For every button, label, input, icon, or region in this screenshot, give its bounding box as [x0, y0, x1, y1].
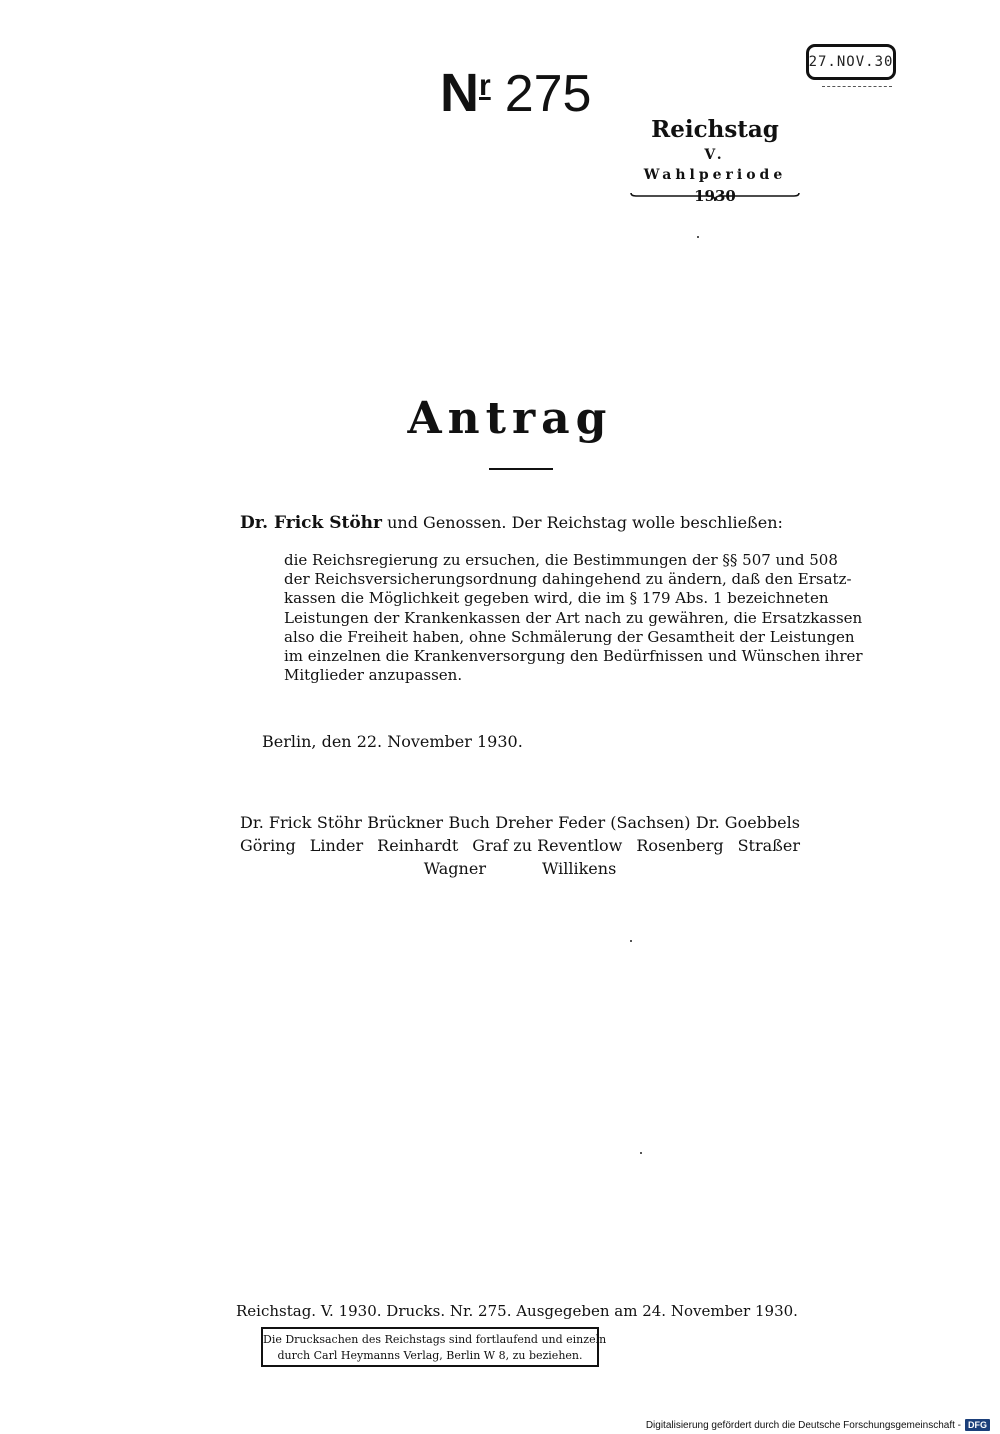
intro-line [240, 513, 783, 533]
intro-text: und Genossen. Der Reichstag wolle beschließen: [387, 513, 783, 532]
document-title: Antrag [407, 393, 613, 444]
signatory-name: Straßer [737, 836, 800, 855]
motion-body [284, 551, 863, 685]
signatory-name: Willikens [541, 859, 617, 878]
print-speck [640, 1152, 642, 1154]
signatory-name: Wagner [423, 859, 486, 878]
stamp-underline [822, 86, 892, 89]
publisher-notice-line: Die Drucksachen des Reichstags sind fortlaufend und einzeln [263, 1333, 607, 1346]
digitization-credit [646, 1419, 990, 1431]
signatory-row [240, 834, 800, 857]
signatory-name: Feder (Sachsen) [558, 813, 691, 832]
document-number [440, 62, 591, 124]
header-bracket [630, 192, 800, 202]
body-line: der Reichsversicherungsordnung dahingehend zu ändern, daß den Ersatz- [284, 570, 852, 589]
body-line: im einzelnen die Krankenversorgung den Bedürfnissen und Wünschen ihrer [284, 647, 863, 666]
document-number-value: 275 [504, 65, 592, 123]
signatory-row [240, 857, 800, 880]
signatory-name: Buch [448, 813, 490, 832]
number-sign [440, 62, 491, 124]
publisher-notice-box [261, 1327, 607, 1367]
signatory-name: Stöhr [316, 813, 362, 832]
signatory-row [240, 811, 800, 834]
title-rule [489, 468, 553, 470]
body-line: also die Freiheit haben, ohne Schmälerung der Gesamtheit der Leistungen [284, 627, 855, 646]
print-speck [630, 940, 632, 942]
lead-signatories: Dr. Frick Stöhr [240, 513, 382, 533]
body-line: Leistungen der Krankenkassen der Art nach zu gewähren, die Ersatzkassen [284, 608, 863, 627]
electoral-period: V. Wahlperiode [643, 147, 787, 183]
credit-text: Digitalisierung gefördert durch die Deutsche Forschungsgemeinschaft - [645, 1419, 961, 1431]
signatory-name: Dr. Frick [240, 813, 312, 832]
date-stamp [806, 44, 896, 80]
body-line: kassen die Möglichkeit gegeben wird, die im § 179 Abs. 1 bezeichneten [284, 589, 829, 608]
stamp-text: 27.NOV.30 [808, 54, 894, 70]
body-line: Mitglieder anzupassen. [284, 666, 463, 685]
number-sign-letter: N [440, 63, 479, 123]
signatory-name: Reinhardt [377, 836, 459, 855]
number-sign-superscript: r [479, 69, 491, 102]
place-date: Berlin, den 22. November 1930. [262, 732, 523, 751]
signatory-name: Göring [240, 836, 296, 855]
institution-name: Reichstag [651, 116, 779, 143]
signatory-name: Dreher [495, 813, 553, 832]
signatory-name: Linder [309, 836, 364, 855]
body-line: die Reichsregierung zu ersuchen, die Bestimmungen der §§ 507 und 508 [284, 551, 838, 569]
signatory-list [240, 811, 800, 880]
print-speck [697, 236, 699, 238]
signatory-name: Graf zu Reventlow [472, 836, 623, 855]
signatory-name: Rosenberg [636, 836, 724, 855]
dfg-logo: DFG [965, 1419, 990, 1431]
print-info-line: Reichstag. V. 1930. Drucks. Nr. 275. Ausgegeben am 24. November 1930. [236, 1302, 798, 1320]
session-year: 1930 [694, 187, 736, 205]
publisher-notice-line: durch Carl Heymanns Verlag, Berlin W 8, zu beziehen. [277, 1349, 583, 1362]
signatory-name: Brückner [367, 813, 444, 832]
signatory-name: Dr. Goebbels [695, 813, 800, 832]
